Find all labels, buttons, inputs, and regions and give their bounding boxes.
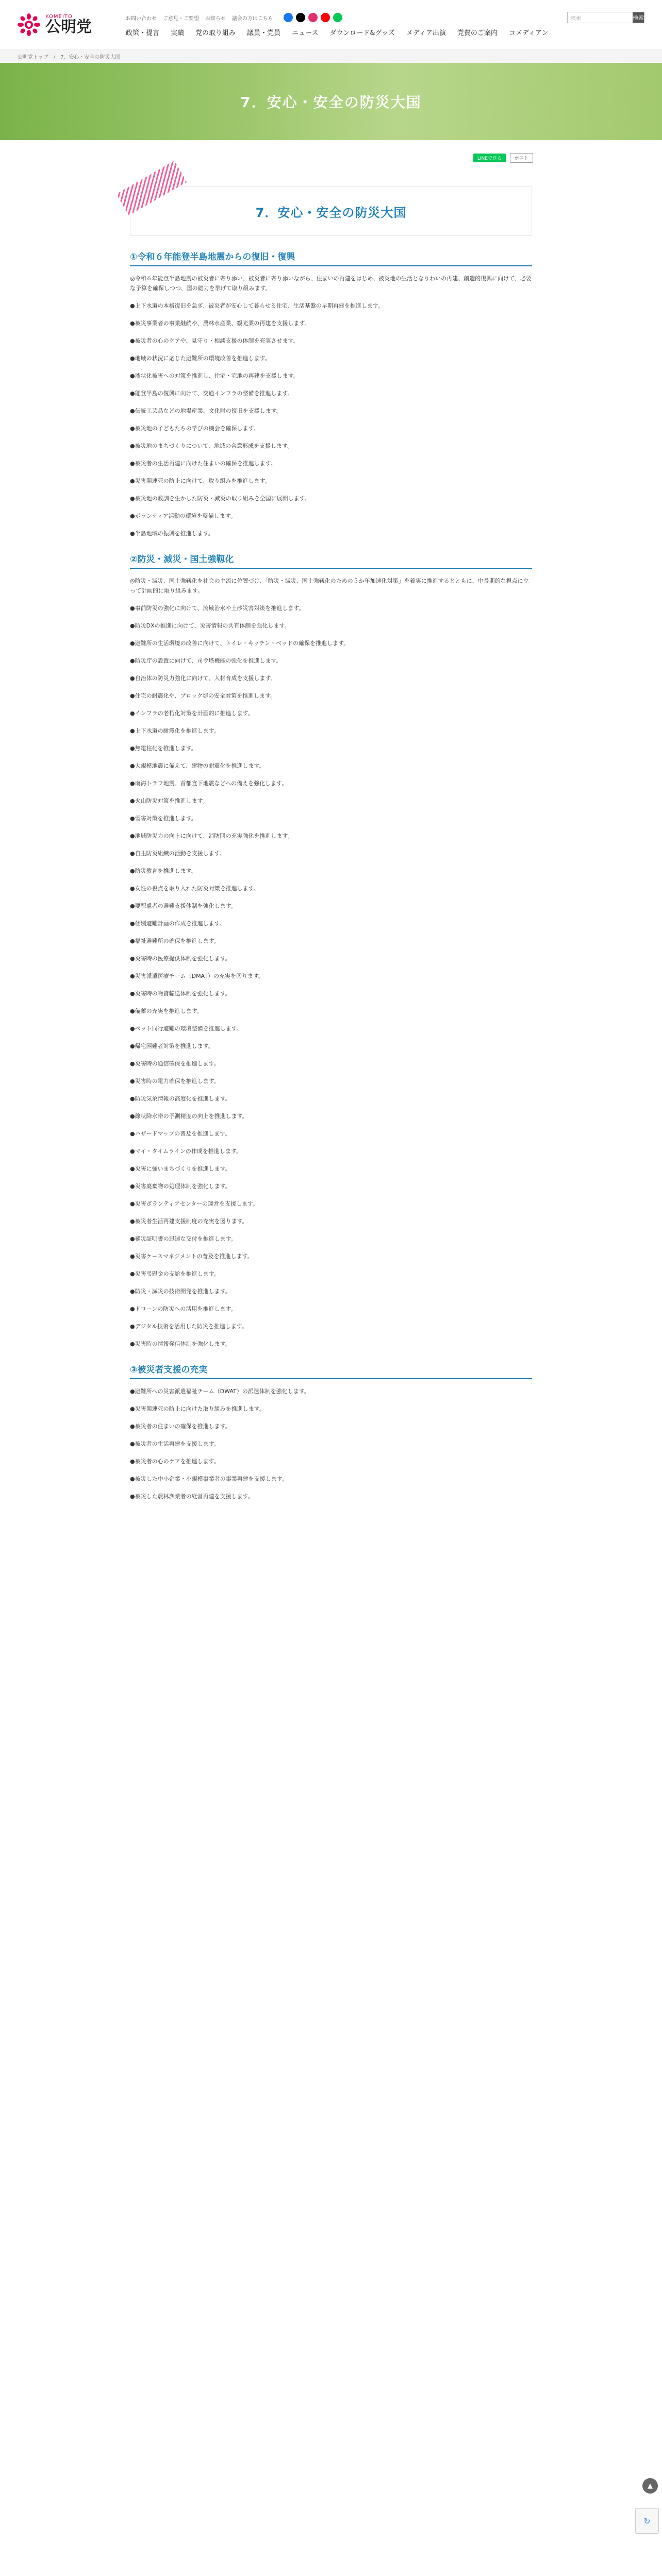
section-body [130, 576, 532, 1349]
policy-paragraph: ●デジタル技術を活用した防災を推進します。 [130, 1323, 248, 1330]
policy-paragraph: ●被災地の教訓を生かした防災・減災の取り組みを全国に展開します。 [130, 495, 310, 502]
nav-item[interactable]: メディア出演 [406, 29, 446, 37]
policy-paragraph: ●帰宅困難者対策を推進します。 [130, 1043, 214, 1050]
policy-paragraph: ●防災・減災の技術開発を推進します。 [130, 1288, 231, 1295]
section-heading: ②防災・減災・国土強靱化 [130, 552, 532, 569]
policy-paragraph: ●被災した農林漁業者の経営再建を支援します。 [130, 1493, 254, 1500]
policy-paragraph: ●福祉避難所の確保を推進します。 [130, 938, 220, 945]
policy-paragraph: ●災害関連死の防止に向けて、取り組みを推進します。 [130, 478, 271, 485]
nav-item[interactable]: コメディアン [508, 29, 549, 37]
policy-paragraph: ●住宅の耐震化や、ブロック塀の安全対策を推進します。 [130, 692, 276, 700]
policy-paragraph: ●災害弔慰金の支給を推進します。 [130, 1270, 220, 1278]
policy-paragraph: ●線状降水帯の予測精度の向上を推進します。 [130, 1113, 248, 1120]
recaptcha-badge[interactable] [635, 2508, 659, 2534]
policy-paragraph: ●液状化被害への対策を推進し、住宅・宅地の再建を支援します。 [130, 372, 299, 380]
nav-item[interactable]: 政策・提言 [126, 29, 160, 37]
policy-paragraph: ●上下水道の耐震化を推進します。 [130, 727, 220, 735]
policy-paragraph: ●南海トラフ地震、首都直下地震などへの備えを強化します。 [130, 780, 288, 787]
policy-paragraph: ●火山防災対策を推進します。 [130, 798, 208, 805]
policy-paragraph: ●災害派遣医療チーム（DMAT）の充実を図ります。 [130, 973, 264, 980]
section-body [130, 1386, 532, 1501]
policy-paragraph: ●被災者の住まいの確保を推進します。 [130, 1423, 231, 1430]
util-link[interactable]: お問い合わせ [126, 15, 157, 22]
util-link[interactable]: お知らせ [205, 15, 226, 22]
policy-paragraph: ●半島地域の振興を推進します。 [130, 530, 214, 537]
youtube-icon[interactable] [321, 13, 330, 22]
policy-paragraph: ●ハザードマップの普及を推進します。 [130, 1130, 231, 1138]
arrow-up-icon: ▲ [648, 2482, 653, 2490]
page-title: 7．安心・安全の防災大国 [255, 205, 407, 220]
policy-paragraph: ●ペット同行避難の環境整備を推進します。 [130, 1025, 242, 1032]
policy-paragraph: ●大規模地震に備えて、建物の耐震化を推進します。 [130, 762, 265, 770]
instagram-icon[interactable] [308, 13, 318, 22]
logo-sub-text: KOMEITO [45, 14, 73, 20]
policy-paragraph: ●能登半島の復興に向けて、交通インフラの整備を推進します。 [130, 390, 293, 397]
util-link[interactable]: ご意見・ご要望 [163, 15, 199, 22]
policy-paragraph: ●災害時の物資輸送体制を強化します。 [130, 990, 231, 997]
policy-paragraph: ●事前防災の強化に向けて、流域治水や土砂災害対策を推進します。 [130, 605, 305, 612]
policy-paragraph: ●要配慮者の避難支援体制を強化します。 [130, 903, 237, 910]
policy-paragraph: ●避難所への災害派遣福祉チーム（DWAT）の派遣体制を強化します。 [130, 1388, 310, 1395]
util-link[interactable]: 議会の方はこちら [231, 15, 273, 22]
policy-paragraph: ●防災教育を推進します。 [130, 868, 197, 875]
policy-paragraph: ●マイ・タイムラインの作成を推進します。 [130, 1148, 242, 1155]
share-buttons [0, 144, 662, 171]
sns-links [284, 13, 342, 22]
policy-paragraph: ●ドローンの防災への活用を推進します。 [130, 1306, 237, 1313]
line-share-button[interactable]: LINEで送る [473, 154, 506, 162]
policy-paragraph: ●避難所の生活環境の改善に向けて、トイレ・キッチン・ベッドの確保を推進します。 [130, 640, 350, 647]
policy-paragraph: ●防災DXの推進に向けて、災害情報の共有体制を強化します。 [130, 622, 290, 630]
section-body [130, 274, 532, 538]
section-heading: ①令和６年能登半島地震からの復旧・復興 [130, 249, 532, 266]
policy-paragraph: ●ボランティア活動の環境を整備します。 [130, 513, 236, 520]
policy-paragraph: ●被災者の心のケアを推進します。 [130, 1458, 220, 1465]
hero-banner [0, 63, 662, 140]
line-icon[interactable] [333, 13, 342, 22]
policy-section [130, 1362, 532, 1501]
facebook-icon[interactable] [284, 13, 293, 22]
section-heading: ③被災者支援の充実 [130, 1362, 532, 1379]
policy-paragraph: ●地域防災力の向上に向けて、消防団の充実強化を推進します。 [130, 833, 293, 840]
policy-paragraph: ●被災地のまちづくりについて、地域の合意形成を支援します。 [130, 443, 293, 450]
policy-paragraph: ●備蓄の充実を推進します。 [130, 1008, 203, 1015]
site-header [0, 0, 662, 49]
policy-paragraph: ●女性の視点を取り入れた防災対策を推進します。 [130, 885, 259, 892]
policy-section [130, 552, 532, 1349]
policy-paragraph: ●災害時の通信確保を推進します。 [130, 1060, 220, 1067]
nav-item[interactable]: 実績 [171, 29, 185, 37]
nav-item[interactable]: 党費のご案内 [457, 29, 498, 37]
policy-paragraph: ●防災気象情報の高度化を推進します。 [130, 1095, 231, 1103]
x-post-button[interactable]: ポスト [510, 153, 533, 163]
main-content [130, 187, 532, 1530]
policy-paragraph: ●上下水道の本格復旧を急ぎ、被災者が安心して暮らせる住宅、生活基盤の早期再建を推進します。 [130, 302, 384, 310]
policy-paragraph: ●災害ケースマネジメントの普及を推進します。 [130, 1253, 253, 1260]
global-nav [126, 27, 644, 37]
search-input[interactable] [567, 12, 644, 23]
policy-paragraph: ●被災した中小企業・小規模事業者の事業再建を支援します。 [130, 1476, 288, 1483]
policy-paragraph: ●インフラの老朽化対策を計画的に推進します。 [130, 710, 254, 717]
policy-paragraph: ●被災者の心のケアや、見守り・相談支援の体制を充実させます。 [130, 337, 299, 345]
policy-paragraph: ●災害関連死の防止に向けた取り組みを推進します。 [130, 1405, 265, 1413]
policy-paragraph: ●地域の状況に応じた避難所の環境改善を推進します。 [130, 355, 271, 362]
policy-paragraph: ●無電柱化を推進します。 [130, 745, 197, 752]
page-title-box [130, 187, 532, 236]
search-placeholder: 検索 [571, 15, 581, 22]
policy-paragraph: ●災害ボランティアセンターの運営を支援します。 [130, 1200, 259, 1208]
policy-paragraph: ●被災地の子どもたちの学びの機会を確保します。 [130, 425, 259, 432]
policy-paragraph: ●防災庁の設置に向けて、司令塔機能の強化を推進します。 [130, 657, 282, 665]
utility-nav [126, 12, 644, 23]
policy-paragraph: ●災害時の情報発信体制を強化します。 [130, 1341, 231, 1348]
policy-paragraph: ●個別避難計画の作成を推進します。 [130, 920, 225, 927]
x-icon[interactable] [296, 13, 305, 22]
hero-title: 7．安心・安全の防災大国 [240, 94, 422, 111]
scroll-to-top-button[interactable] [642, 2478, 658, 2494]
policy-paragraph: ●災害時の電力確保を推進します。 [130, 1078, 220, 1085]
policy-paragraph: ◎令和６年能登半島地震の被災者に寄り添い、被災者に寄り添いながら、住まいの再建をはじめ、被災地の生活となりわいの再建、創造的復興に向けて、必要な予算を確保しつつ、国の総力を挙げて取り組みます。 [130, 275, 532, 292]
policy-paragraph: ●被災者の生活再建を支援します。 [130, 1440, 220, 1448]
policy-paragraph: ●被災者の生活再建に向けた住まいの確保を推進します。 [130, 460, 276, 467]
policy-paragraph: ●自治体の防災力強化に向けて、人材育成を支援します。 [130, 675, 276, 682]
nav-item[interactable]: 議員・党員 [247, 29, 281, 37]
logo-main-text: 公明党 [45, 18, 92, 36]
policy-paragraph: ●罹災証明書の迅速な交付を推進します。 [130, 1235, 237, 1243]
recaptcha-icon: ↻ [643, 2516, 651, 2526]
nav-item[interactable]: ニュース [292, 29, 319, 37]
policy-paragraph: ●災害廃棄物の処理体制を強化します。 [130, 1183, 231, 1190]
nav-item[interactable]: 党の取り組み [195, 29, 236, 37]
policy-paragraph: ●災害時の医療提供体制を強化します。 [130, 955, 231, 962]
policy-paragraph: ●自主防災組織の活動を支援します。 [130, 850, 225, 857]
policy-paragraph: ●被災事業者の事業継続や、農林水産業、観光業の再建を支援します。 [130, 320, 310, 327]
breadcrumb[interactable]: 公明党トップ / 7．安心・安全の防災大国 [0, 49, 662, 63]
policy-section [130, 249, 532, 538]
site-logo[interactable] [18, 13, 126, 36]
nav-item[interactable]: ダウンロード&グッズ [329, 29, 395, 37]
policy-paragraph: ◎防災・減災、国土強靱化を社会の主流に位置づけ、「防災・減災、国土強靱化のための５か年加速化対策」を着実に推進するとともに、中長期的な視点に立って計画的に取り組みます。 [130, 578, 529, 595]
search-button-label: 検索 [633, 14, 644, 21]
search-button[interactable] [633, 12, 644, 23]
policy-paragraph: ●伝統工芸品などの地場産業、文化財の復旧を支援します。 [130, 408, 282, 415]
komeito-logo-icon [18, 13, 40, 36]
policy-paragraph: ●被災者生活再建支援制度の充実を図ります。 [130, 1218, 248, 1225]
policy-paragraph: ●災害に強いまちづくりを推進します。 [130, 1165, 231, 1173]
policy-paragraph: ●雪害対策を推進します。 [130, 815, 197, 822]
